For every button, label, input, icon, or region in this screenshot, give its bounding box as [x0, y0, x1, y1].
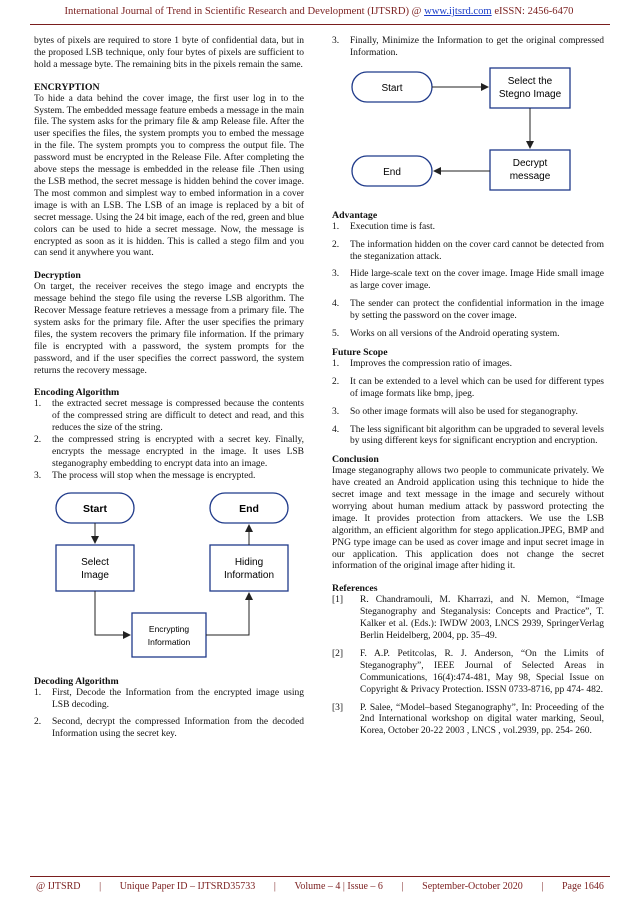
- start-label: Start: [83, 502, 107, 515]
- arrow-select-encrypt: [95, 591, 130, 635]
- running-footer: [36, 881, 604, 892]
- start-label: Start: [381, 82, 403, 94]
- list-item: 1. First, Decode the Information from the encrypted image using LSB decoding.: [34, 687, 304, 710]
- advantage-list: [332, 222, 604, 341]
- running-header: [0, 6, 638, 17]
- footer-separator: |: [273, 881, 276, 892]
- intro-paragraph: bytes of pixels are required to store 1 byte of confidential data, but in the proposed LSB technique, only four bytes of pixels are sufficient to hold a message byte. The remaining bits in the pixels remain the same.: [34, 36, 304, 70]
- hiding-information-node: [210, 545, 288, 591]
- footer-date: September-October 2020: [422, 881, 523, 892]
- future-scope-heading: Future Scope: [332, 346, 388, 358]
- journal-title: International Journal of Trend in Scientific Research and Development (IJTSRD) @: [64, 6, 422, 17]
- encryption-heading: ENCRYPTION: [34, 81, 100, 93]
- hiding-label-2: Information: [223, 569, 275, 581]
- encrypting-label-1: Encrypting: [148, 623, 190, 634]
- references-list: [332, 595, 604, 738]
- list-item: 1. Improves the compression ratio of images.: [332, 358, 512, 369]
- select-image-label-2: Image: [81, 569, 109, 581]
- reference-item: [2] F. A.P. Petitcolas, R. J. Anderson, “On the Limits of Steganography”, IEEE Journal of Selected Areas in Communications, 16(4):474-481, May 98, Special Issue on Copyright & Privacy Protection. ISSN 0733-8716, pp 474- 482.: [332, 648, 604, 695]
- footer-separator: |: [401, 881, 404, 892]
- footer-journal: @ IJTSRD: [36, 881, 81, 892]
- list-item: 3. Hide large-scale text on the cover image. Image Hide small image as large cover image.: [332, 269, 604, 292]
- decryption-paragraph: On target, the receiver receives the stego image and encrypts the message behind the stego file using the reverse LSB algorithm. The Recover Message feature retrieves a message from a primary file. The system asks for the primary file. After the user specifies the primary files, the system recovers the primary file information. If the primary file is encrypted with a password, the system prompts for the password, and if the user specifies the correct password, the system returns the recovery message.: [34, 282, 304, 376]
- decryption-heading: Decryption: [34, 270, 81, 282]
- reference-item: [1] R. Chandramouli, M. Kharrazi, and N. Memon, “Image Steganography and Steganalysis: Concepts and Practice”, T. Kalker et al. (Eds.): IWDW 2003, LNCS 2939, SpringerVerlag Berlin Heidelberg, 2004, pp. 35–49.: [332, 595, 604, 641]
- arrow-encrypt-hiding: [206, 593, 249, 635]
- decoding-heading: Decoding Algorithm: [34, 675, 119, 687]
- decoding-flow-diagram: [332, 66, 604, 206]
- list-item: 3. Finally, Minimize the Information to get the original compressed Information.: [332, 36, 604, 58]
- footer-paper-id: Unique Paper ID – IJTSRD35733: [119, 881, 256, 892]
- future-scope-list: [332, 359, 604, 448]
- encoding-list: [34, 399, 304, 482]
- footer-separator: |: [541, 881, 544, 892]
- encrypting-information-node: [132, 613, 206, 657]
- footer-volume: Volume – 4 | Issue – 6: [294, 881, 383, 892]
- footer-rule: [30, 876, 610, 877]
- select-image-label-1: Select: [81, 556, 109, 568]
- header-rule: [30, 24, 610, 25]
- list-item: 5. Works on all versions of the Android operating system.: [332, 329, 560, 340]
- references-heading: References: [332, 583, 378, 595]
- list-item: 3. So other image formats will also be used for steganography.: [332, 406, 578, 417]
- list-item: 3. The process will stop when the message is encrypted.: [34, 470, 256, 481]
- encrypting-label-2: Information: [147, 636, 191, 647]
- decrypt-message-node: [490, 150, 570, 190]
- journal-url-link[interactable]: www.ijtsrd.com: [424, 6, 492, 17]
- list-item: 2. The information hidden on the cover card cannot be detected from the steganization attack.: [332, 239, 604, 262]
- decoding-list: [34, 688, 304, 742]
- decrypt-label-2: message: [509, 170, 551, 182]
- encryption-paragraph: To hide a data behind the cover image, the first user log in to the System. The embedded message feature embeds a message in the main file. The system asks for the primary file & amp Release file. After the user specifies the files, the system prompts you to embed the message in the file. The system prompts you to compress the output file. The password must be encrypted in the Release File. After completing the above steps the message is embedded in the release file .Then using the LSB method, the secret message is hidden behind the cover image. The most common and simplest way to embed information in a cover image is with an LSB. The LSB of an image is replaced by a bit of secret message. Using the 24 bit image, each of the red, green and blue colors can be used to hide a secret message. Now, the message is encrypted as soon as it is hidden. This is called a stego film and you can send it anywhere you want.: [34, 93, 304, 259]
- right-column: [332, 36, 604, 744]
- list-item: 2. the compressed string is encrypted with a secret key. Finally, encrypts the message encrypted in the image. It uses LSB steganography embedding to encrypt data into an image.: [34, 435, 304, 469]
- end-label: End: [383, 166, 401, 178]
- select-stegno-label-1: Select the: [507, 75, 553, 87]
- encoding-flow-diagram: [34, 489, 304, 674]
- conclusion-heading: Conclusion: [332, 454, 379, 466]
- select-image-node: [56, 545, 134, 591]
- decrypt-label-1: Decrypt: [512, 157, 548, 169]
- encoding-heading: Encoding Algorithm: [34, 387, 120, 399]
- hiding-label-1: Hiding: [234, 556, 264, 568]
- eissn: eISSN: 2456-6470: [494, 6, 574, 17]
- footer-page: Page 1646: [561, 881, 604, 892]
- end-label: End: [239, 502, 259, 515]
- select-stegno-image-node: [490, 68, 570, 108]
- list-item: 2. It can be extended to a level which can be used for different types of image formats like bmp, jpeg.: [332, 376, 604, 399]
- select-stegno-label-2: Stegno Image: [498, 88, 562, 100]
- list-item: 1. the extracted secret message is compressed because the contents of the compressed string are difficult to detect and read, and this reduces the size of the string.: [34, 399, 304, 434]
- list-item: 4. The sender can protect the confidential information in the image by setting the password on the cover image.: [332, 299, 604, 322]
- left-column: [34, 36, 304, 747]
- list-item: 1. Execution time is fast.: [332, 221, 435, 232]
- list-item: 4. The less significant bit algorithm can be upgraded to several levels by using different keys for significant encryption and encryption.: [332, 424, 604, 447]
- advantage-heading: Advantage: [332, 209, 378, 221]
- conclusion-paragraph: Image steganography allows two people to communicate privately. We have created an Android application using this technique to hide the secret image and text message in the image and securely without worrying about human medium attack by password protecting the image. It provides protection from attackers. We use the LSB algorithm, an efficient algorithm for stego application.JPEG, BMP and PNG type image can be used as cover image and input secret image in our application. This application does not change the secret information of the original image after hiding it.: [332, 466, 604, 572]
- reference-item: [3] P. Salee, “Model–based Steganography”, In: Proceeding of the 2nd International workshop on digital water marking, Seoul, Korea, October 20-22 2003 , LNCS , vol.2939, pp. 254- 260.: [332, 702, 604, 737]
- list-item: 2. Second, decrypt the compressed Information from the decoded Information using the secret key.: [34, 717, 304, 740]
- footer-separator: |: [99, 881, 102, 892]
